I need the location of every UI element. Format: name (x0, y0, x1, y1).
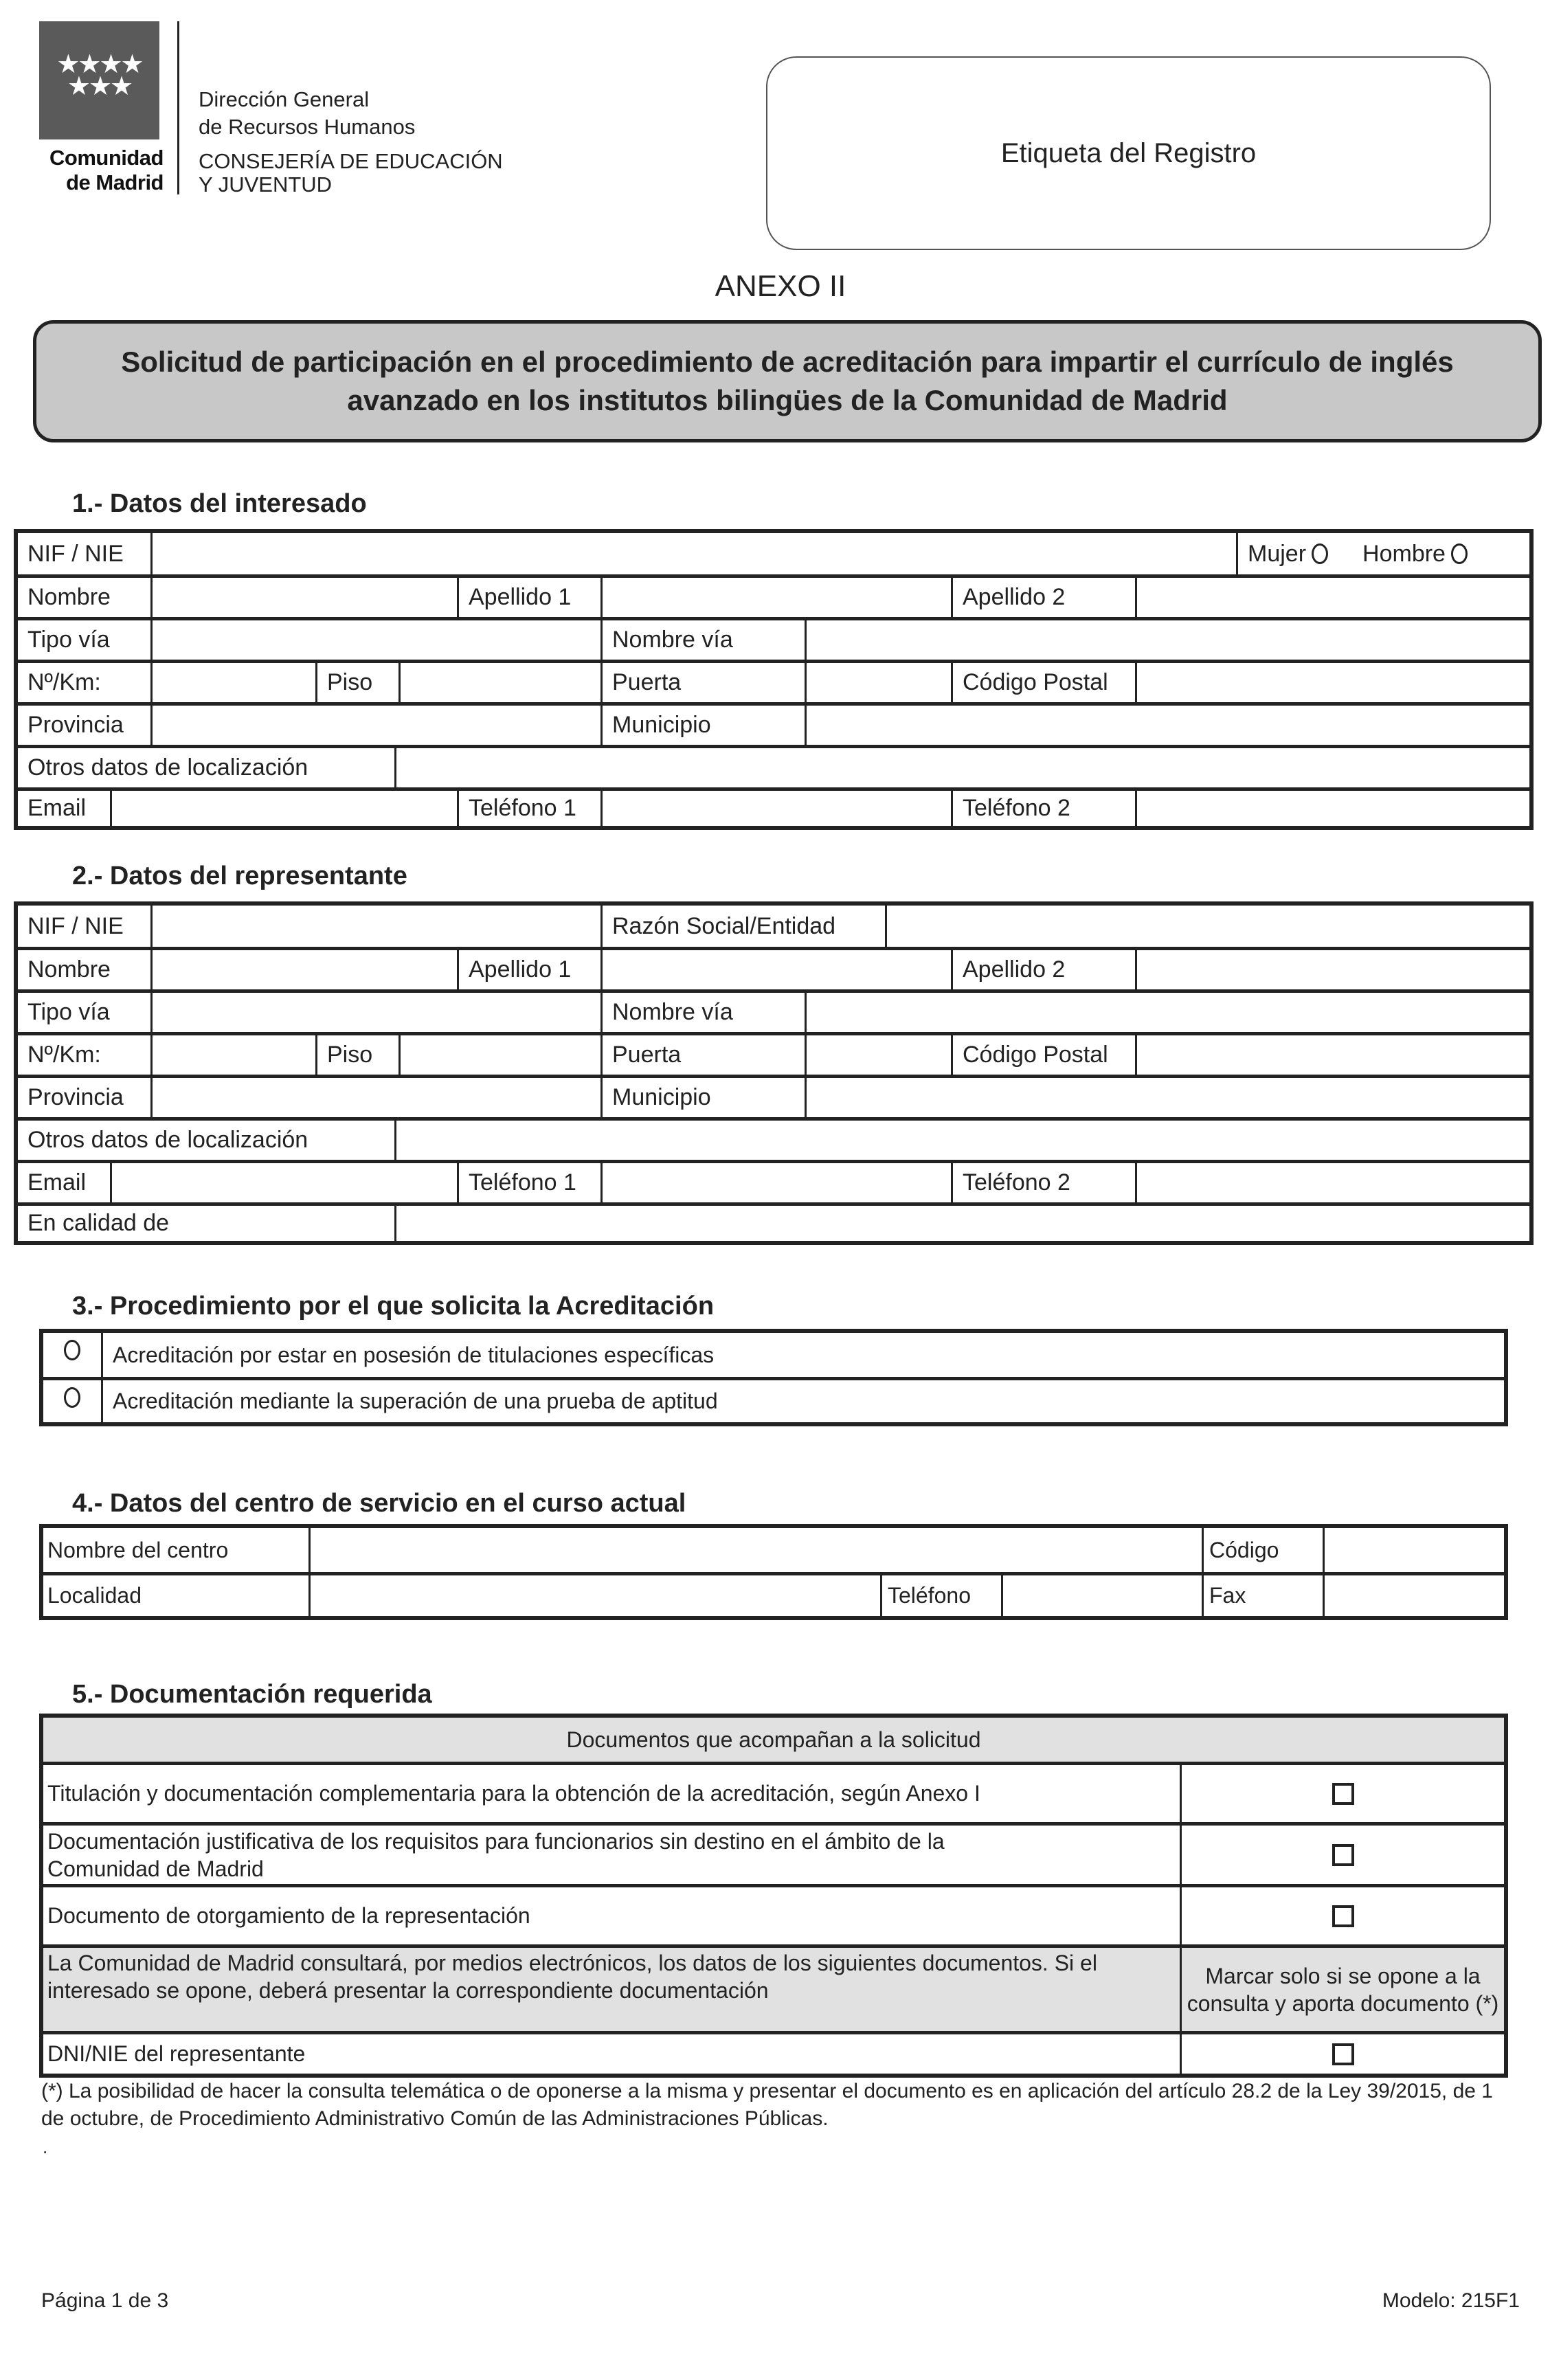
s1-puerta-label: Puerta (600, 663, 805, 702)
section4-table (39, 1524, 1508, 1620)
s2-piso-label: Piso (315, 1035, 398, 1075)
s2-apellido2-input[interactable] (1135, 950, 1529, 989)
dept-line-1: Dirección General (199, 87, 370, 111)
s2-tipo-via-input[interactable] (150, 993, 600, 1032)
s4-localidad-label: Localidad (47, 1583, 142, 1608)
s2-puerta-input[interactable] (805, 1035, 951, 1075)
s2-nombre-label: Nombre (27, 956, 111, 983)
s3-option2-label: Acreditación mediante la superación de una prueba de aptitud (101, 1380, 1504, 1422)
s2-razon-social-input[interactable] (885, 906, 1529, 947)
s2-nif-label: NIF / NIE (27, 912, 124, 939)
s1-row-nombre (18, 574, 1529, 617)
s5-consulta-doc1-label: DNI/NIE del representante (47, 2041, 306, 2066)
s2-row-nif (18, 906, 1529, 947)
s1-piso-input[interactable] (398, 663, 600, 702)
s2-row-provincia (18, 1075, 1529, 1117)
s4-nombre-centro-label: Nombre del centro (47, 1537, 229, 1562)
s1-email-input[interactable] (110, 791, 457, 826)
s2-tipo-via-label: Tipo vía (27, 999, 110, 1025)
s2-provincia-label: Provincia (27, 1084, 124, 1110)
registro-label: Etiqueta del Registro (1000, 137, 1257, 168)
s1-numero-km-input[interactable] (150, 663, 315, 702)
s4-nombre-centro-input[interactable] (308, 1528, 1202, 1572)
logo-stars-row2: ★★★ (67, 72, 132, 101)
s1-puerta-input[interactable] (805, 663, 951, 702)
s1-hombre-label: Hombre (1362, 540, 1446, 567)
section5-title: 5.- Documentación requerida (72, 1680, 432, 1709)
annex-label: ANEXO II (715, 269, 846, 303)
s4-telefono-label: Teléfono (880, 1575, 1001, 1616)
s4-fax-label: Fax (1202, 1575, 1323, 1616)
section4-title: 4.- Datos del centro de servicio en el curso actual (72, 1489, 686, 1518)
s5-header-row (43, 1718, 1504, 1762)
section2-title: 2.- Datos del representante (72, 862, 407, 890)
s1-nombre-via-input[interactable] (805, 620, 1529, 660)
s1-telefono1-label: Teléfono 1 (457, 791, 600, 826)
s1-tipo-via-input[interactable] (150, 620, 600, 660)
section5-table (39, 1714, 1508, 2078)
s1-telefono2-input[interactable] (1135, 791, 1529, 826)
s3-option2-radio[interactable] (64, 1387, 80, 1408)
s5-doc2-label: Documentación justificativa de los requisitos para funcionarios sin destino en el ámbito de la Comunidad de Madrid (47, 1828, 945, 1881)
s2-codigo-postal-label: Código Postal (951, 1035, 1135, 1075)
s1-provincia-input[interactable] (150, 706, 600, 745)
s2-row-otros (18, 1117, 1529, 1160)
s2-row-nombre (18, 947, 1529, 989)
s5-header: Documentos que acompañan a la solicitud (566, 1727, 981, 1752)
s1-otros-datos-label: Otros datos de localización (27, 754, 308, 781)
s2-numero-km-input[interactable] (150, 1035, 315, 1075)
s2-otros-datos-label: Otros datos de localización (27, 1127, 308, 1153)
s2-numero-km-label: Nº/Km: (27, 1042, 101, 1068)
s1-otros-datos-input[interactable] (394, 748, 1529, 787)
s3-option2-radio-cell[interactable] (43, 1380, 101, 1422)
s1-apellido1-label: Apellido 1 (457, 578, 600, 617)
s4-row-localidad (43, 1572, 1504, 1616)
s5-doc2-checkbox-cell[interactable] (1180, 1826, 1504, 1884)
s5-consulta-doc-row (43, 2031, 1504, 2074)
s1-apellido1-input[interactable] (600, 578, 951, 617)
s1-row-numero (18, 660, 1529, 702)
s2-nif-input[interactable] (150, 906, 600, 947)
s2-email-input[interactable] (110, 1163, 457, 1202)
s5-doc3-checkbox[interactable] (1332, 1905, 1354, 1927)
s2-en-calidad-de-input[interactable] (394, 1206, 1529, 1241)
s2-codigo-postal-input[interactable] (1135, 1035, 1529, 1075)
s2-municipio-input[interactable] (805, 1078, 1529, 1117)
s4-codigo-input[interactable] (1323, 1528, 1504, 1572)
s5-doc2-checkbox[interactable] (1332, 1844, 1354, 1866)
s1-provincia-label: Provincia (27, 712, 124, 738)
form-title-box (33, 320, 1542, 442)
s5-consulta-doc1-checkbox[interactable] (1332, 2043, 1354, 2065)
s3-option-row[interactable] (43, 1333, 1504, 1377)
s2-piso-input[interactable] (398, 1035, 600, 1075)
s1-municipio-input[interactable] (805, 706, 1529, 745)
s5-doc1-checkbox-cell[interactable] (1180, 1765, 1504, 1822)
s3-option-row[interactable] (43, 1377, 1504, 1422)
footnote-dot: . (43, 2137, 48, 2157)
s1-sex-cell (1236, 533, 1529, 574)
s1-row-via (18, 617, 1529, 660)
section2-table (14, 901, 1534, 1245)
s4-telefono-input[interactable] (1001, 1575, 1202, 1616)
s5-doc1-label: Titulación y documentación complementaria para la obtención de la acreditación, según Anexo I (47, 1781, 980, 1806)
s1-tipo-via-label: Tipo vía (27, 627, 110, 653)
logo-name (36, 146, 164, 195)
logo-name-line1: Comunidad (49, 146, 164, 170)
s2-email-label: Email (27, 1169, 87, 1195)
logo-stars-row1: ★★★★ (56, 50, 142, 79)
s2-telefono2-label: Teléfono 2 (951, 1163, 1135, 1202)
s1-telefono1-input[interactable] (600, 791, 951, 826)
s4-fax-input[interactable] (1323, 1575, 1504, 1616)
s5-consulta-header-row (43, 1944, 1504, 2031)
s2-nombre-via-input[interactable] (805, 993, 1529, 1032)
s1-nif-label: NIF / NIE (27, 540, 124, 567)
s1-apellido2-label: Apellido 2 (951, 578, 1135, 617)
s2-nombre-input[interactable] (150, 950, 457, 989)
s3-option1-label: Acreditación por estar en posesión de titulaciones específicas (101, 1333, 1504, 1377)
s1-nombre-via-label: Nombre vía (600, 620, 805, 660)
s4-row-centro (43, 1528, 1504, 1572)
s5-doc-row (43, 1762, 1504, 1822)
s2-municipio-label: Municipio (600, 1078, 805, 1117)
s2-razon-social-label: Razón Social/Entidad (600, 906, 885, 947)
s1-hombre-radio[interactable] (1451, 543, 1468, 564)
s1-codigo-postal-input[interactable] (1135, 663, 1529, 702)
s5-doc-row (43, 1884, 1504, 1944)
s1-mujer-label: Mujer (1248, 540, 1307, 567)
s2-provincia-input[interactable] (150, 1078, 600, 1117)
section1-table (14, 529, 1534, 830)
s2-row-calidad (18, 1202, 1529, 1241)
s3-option1-radio-cell[interactable] (43, 1333, 101, 1377)
s2-apellido1-input[interactable] (600, 950, 951, 989)
dept-line-3: CONSEJERÍA DE EDUCACIÓN (199, 149, 503, 173)
dept-line-4: Y JUVENTUD (199, 172, 333, 197)
s4-codigo-label: Código (1202, 1528, 1323, 1572)
s1-row-otros (18, 745, 1529, 787)
s2-row-via (18, 989, 1529, 1032)
s1-numero-km-label: Nº/Km: (27, 669, 101, 695)
comunidad-de-madrid-stars-icon (39, 50, 159, 101)
s2-nombre-via-label: Nombre vía (600, 993, 805, 1032)
section3-table (39, 1329, 1508, 1426)
s2-en-calidad-de-label: En calidad de (27, 1210, 170, 1236)
s2-telefono1-label: Teléfono 1 (457, 1163, 600, 1202)
s5-consulta-text: La Comunidad de Madrid consultará, por medios electrónicos, los datos de los siguientes documentos. Si el interesado se opone, deberá presentar la correspondiente documentación (47, 1951, 1097, 2003)
s1-municipio-label: Municipio (600, 706, 805, 745)
s5-consulta-header: Marcar solo si se opone a la consulta y aporta documento (*) (1180, 1948, 1504, 2031)
s1-nombre-input[interactable] (150, 578, 457, 617)
form-title: Solicitud de participación en el procedimiento de acreditación para impartir el currículo de inglés avanzado en los institutos bilingües de la Comunidad de Madrid (121, 346, 1454, 416)
s1-mujer-radio[interactable] (1312, 543, 1328, 564)
s5-doc-row (43, 1822, 1504, 1884)
s2-row-contacto (18, 1160, 1529, 1202)
s1-apellido2-input[interactable] (1135, 578, 1529, 617)
s5-doc3-checkbox-cell[interactable] (1180, 1887, 1504, 1944)
s1-codigo-postal-label: Código Postal (951, 663, 1135, 702)
s2-telefono2-input[interactable] (1135, 1163, 1529, 1202)
s5-consulta-doc1-checkbox-cell[interactable] (1180, 2034, 1504, 2074)
s1-row-provincia (18, 702, 1529, 745)
s1-row-nif (18, 533, 1529, 574)
footnote: (*) La posibilidad de hacer la consulta telemática o de oponerse a la misma y presentar el documento es en aplicación del artículo 28.2 de la Ley 39/2015, de 1 de octubre, de Procedimiento Administrativo Común de las Administraciones Públicas. (41, 2080, 1493, 2130)
model-number: Modelo: 215F1 (1382, 2289, 1520, 2312)
s1-email-label: Email (27, 795, 87, 821)
s1-row-contacto (18, 787, 1529, 826)
s1-nif-input[interactable] (150, 533, 1236, 574)
s2-apellido2-label: Apellido 2 (951, 950, 1135, 989)
dept-line-2: de Recursos Humanos (199, 115, 416, 139)
s4-localidad-input[interactable] (308, 1575, 880, 1616)
s2-row-numero (18, 1032, 1529, 1075)
s2-puerta-label: Puerta (600, 1035, 805, 1075)
section1-title: 1.- Datos del interesado (72, 489, 367, 518)
registro-stamp-box (766, 56, 1491, 250)
header-divider (177, 21, 179, 194)
s2-otros-datos-input[interactable] (394, 1121, 1529, 1160)
s1-nombre-label: Nombre (27, 584, 111, 610)
s1-telefono2-label: Teléfono 2 (951, 791, 1135, 826)
s5-doc3-label: Documento de otorgamiento de la representación (47, 1903, 530, 1928)
s3-option1-radio[interactable] (64, 1340, 80, 1360)
page-number: Página 1 de 3 (41, 2289, 169, 2312)
s1-piso-label: Piso (315, 663, 398, 702)
section3-title: 3.- Procedimiento por el que solicita la Acreditación (72, 1292, 715, 1321)
logo-name-line2: de Madrid (66, 170, 164, 194)
s5-doc1-checkbox[interactable] (1332, 1783, 1354, 1805)
s2-telefono1-input[interactable] (600, 1163, 951, 1202)
s2-apellido1-label: Apellido 1 (457, 950, 600, 989)
